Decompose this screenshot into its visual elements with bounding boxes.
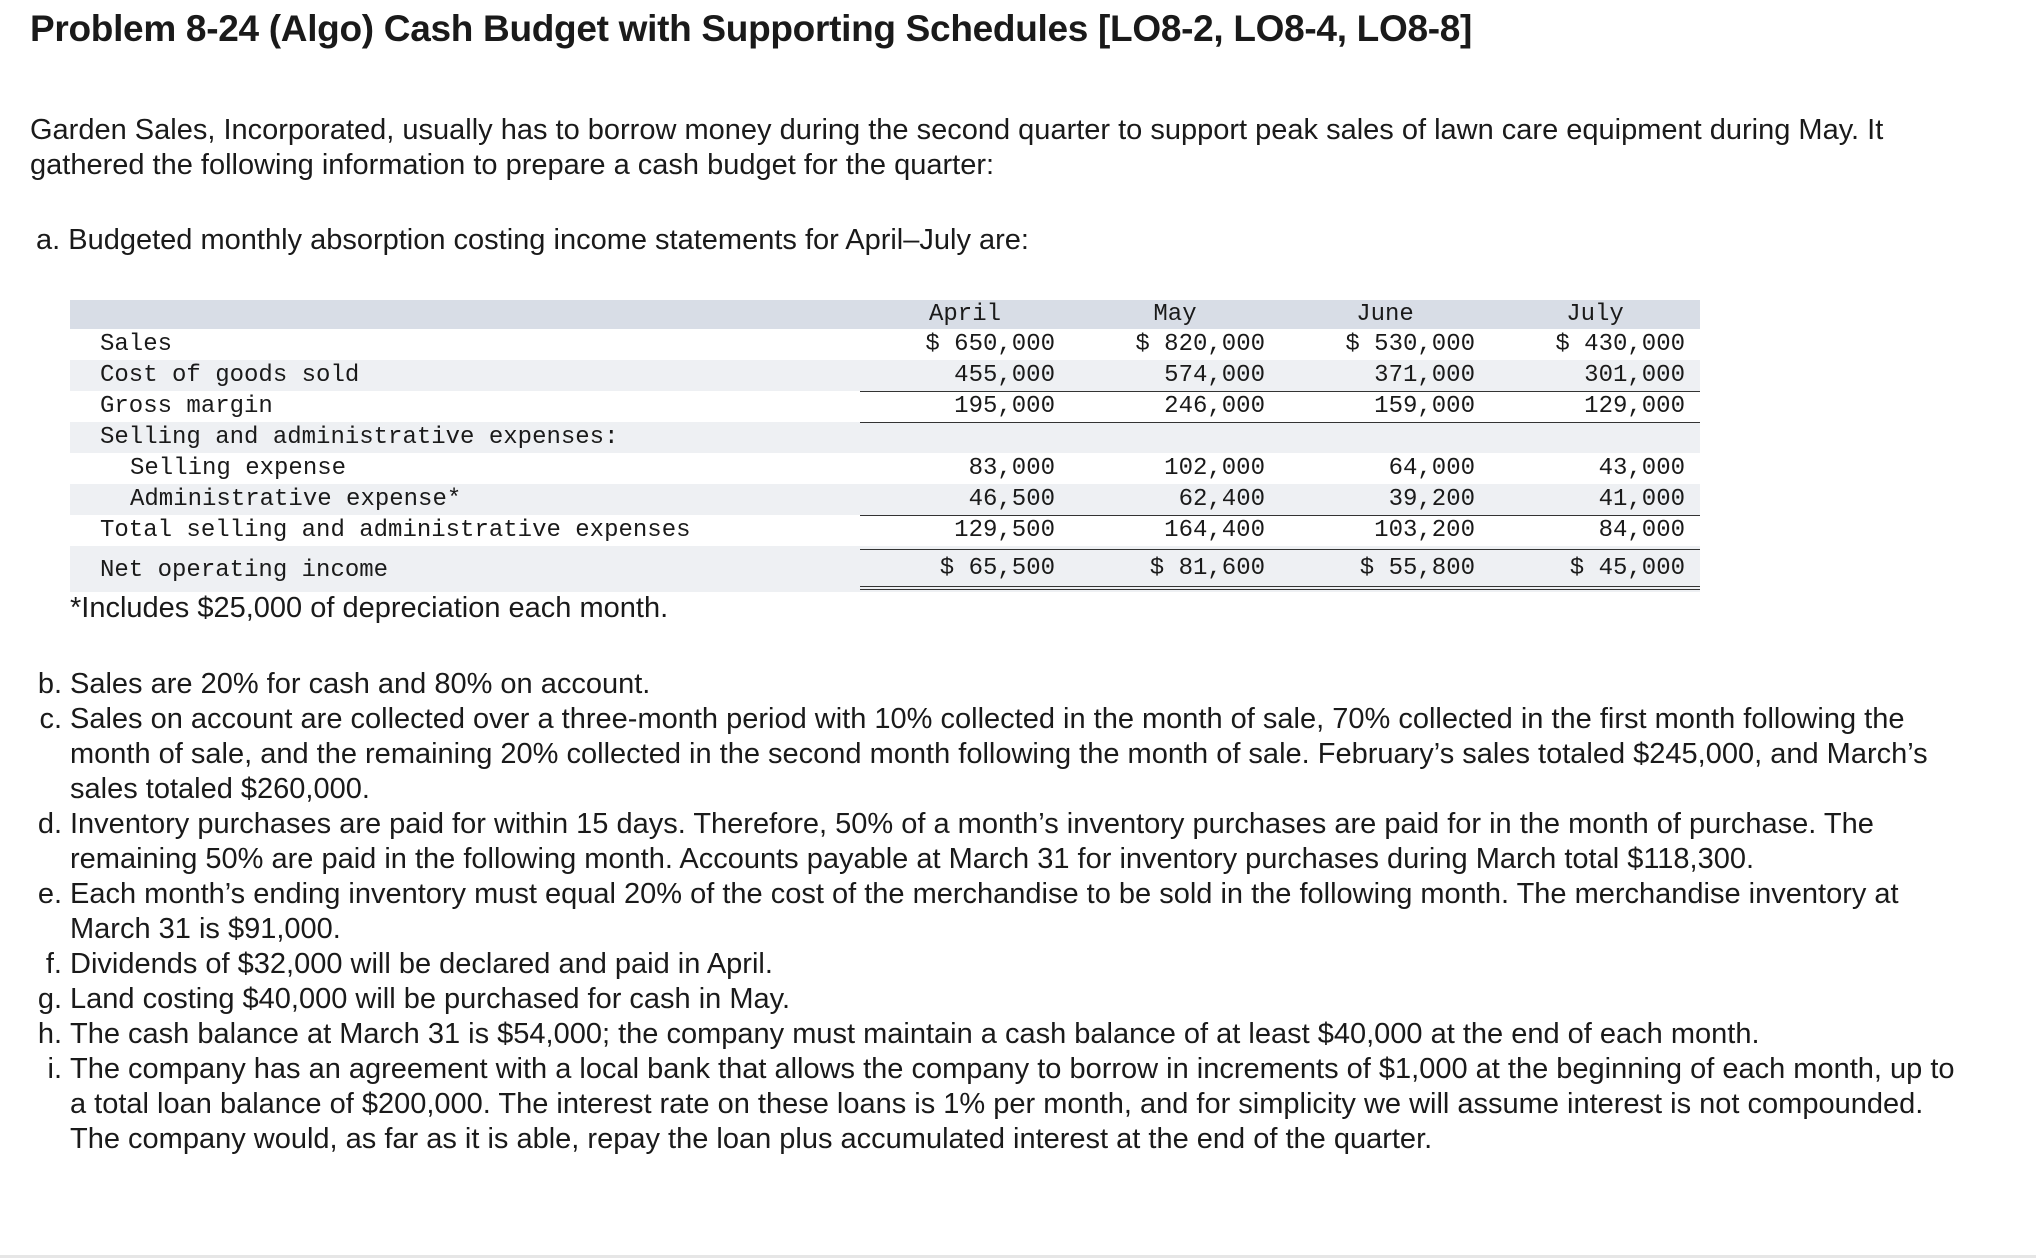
item-text: Sales are 20% for cash and 80% on account. <box>70 668 651 700</box>
underline <box>1490 422 1700 423</box>
cell-noi-july: $ 45,000 <box>1569 555 1685 582</box>
double-underline <box>1070 586 1280 590</box>
item-text: The company has an agreement with a local bank that allows the company to borrow in increments of $1,000 at the beginning of each month, up to a total loan balance of $200,000. The interest rate on these loans is 1% per month, and for simplicity we will assume interest is not compounded. The company would, as far as it is able, repay the loan plus accumulated interest at the end of the quarter. <box>70 1053 1955 1155</box>
list-item-g <box>36 982 1966 1017</box>
cell-selling-may: 102,000 <box>1164 455 1265 482</box>
cell-selling-june: 64,000 <box>1388 455 1475 482</box>
list-item-f <box>36 947 1966 982</box>
item-letter: b. <box>37 668 62 700</box>
cell-cogs-may: 574,000 <box>1164 362 1265 389</box>
cell-admin-may: 62,400 <box>1178 486 1265 513</box>
underline <box>860 549 1070 550</box>
row-label-sa-expenses: Selling and administrative expenses: <box>100 424 619 451</box>
item-letter: h. <box>37 1018 62 1050</box>
cell-selling-april: 83,000 <box>968 455 1055 482</box>
assumptions-list <box>36 667 1966 1157</box>
underline <box>860 422 1070 423</box>
cell-admin-july: 41,000 <box>1598 486 1685 513</box>
cell-total-sa-june: 103,200 <box>1374 517 1475 544</box>
underline <box>1280 422 1490 423</box>
column-header-june: June <box>1356 301 1414 328</box>
cell-sales-june: $ 530,000 <box>1345 331 1475 358</box>
list-item-i <box>36 1052 1966 1157</box>
cell-total-sa-july: 84,000 <box>1598 517 1685 544</box>
double-underline <box>1490 586 1700 590</box>
item-text: Each month’s ending inventory must equal 20% of the cost of the merchandise to be sold in the following month. The merchandise inventory at March 31 is $91,000. <box>70 878 1899 945</box>
item-text: The cash balance at March 31 is $54,000; the company must maintain a cash balance of at least $40,000 at the end of each month. <box>70 1018 1760 1050</box>
item-text: Dividends of $32,000 will be declared and paid in April. <box>70 948 773 980</box>
underline <box>1070 549 1280 550</box>
item-letter: g. <box>37 983 62 1015</box>
underline <box>1070 422 1280 423</box>
cell-sales-july: $ 430,000 <box>1555 331 1685 358</box>
cell-cogs-june: 371,000 <box>1374 362 1475 389</box>
item-letter: i. <box>47 1053 62 1085</box>
item-text: Land costing $40,000 will be purchased for cash in May. <box>70 983 791 1015</box>
cell-gross-margin-april: 195,000 <box>954 393 1055 420</box>
cell-gross-margin-may: 246,000 <box>1164 393 1265 420</box>
depreciation-footnote: *Includes $25,000 of depreciation each month. <box>70 592 669 624</box>
cell-admin-june: 39,200 <box>1388 486 1475 513</box>
item-letter: f. <box>45 948 62 980</box>
cell-cogs-july: 301,000 <box>1584 362 1685 389</box>
cell-noi-june: $ 55,800 <box>1359 555 1475 582</box>
column-header-may: May <box>1153 301 1197 328</box>
row-label-selling-expense: Selling expense <box>130 455 347 482</box>
intro-paragraph: Garden Sales, Incorporated, usually has to borrow money during the second quarter to support peak sales of lawn care equipment during May. It gathered the following information to prepare a cash budget for the quarter: <box>30 114 1884 181</box>
income-statement-table <box>70 300 1700 592</box>
double-underline <box>1280 586 1490 590</box>
item-letter: e. <box>37 878 62 910</box>
list-item-c <box>36 702 1966 807</box>
double-underline <box>860 586 1070 590</box>
row-label-total-sa: Total selling and administrative expenses <box>100 517 691 544</box>
cell-noi-may: $ 81,600 <box>1149 555 1265 582</box>
cell-total-sa-april: 129,500 <box>954 517 1055 544</box>
row-label-net-operating-income: Net operating income <box>100 557 389 584</box>
row-label-cogs: Cost of goods sold <box>100 362 360 389</box>
page-title: Problem 8-24 (Algo) Cash Budget with Supporting Schedules [LO8-2, LO8-4, LO8-8] <box>30 8 1473 49</box>
cell-cogs-april: 455,000 <box>954 362 1055 389</box>
row-label-sales: Sales <box>100 331 173 358</box>
cell-total-sa-may: 164,400 <box>1164 517 1265 544</box>
cell-sales-may: $ 820,000 <box>1135 331 1265 358</box>
item-a-text: a. Budgeted monthly absorption costing income statements for April–July are: <box>36 224 1029 256</box>
underline <box>1490 549 1700 550</box>
cell-gross-margin-june: 159,000 <box>1374 393 1475 420</box>
cell-selling-july: 43,000 <box>1598 455 1685 482</box>
column-header-april: April <box>928 301 1001 328</box>
cell-sales-april: $ 650,000 <box>925 331 1055 358</box>
cell-gross-margin-july: 129,000 <box>1584 393 1685 420</box>
cell-admin-april: 46,500 <box>968 486 1055 513</box>
item-letter: c. <box>39 703 62 735</box>
item-text: Inventory purchases are paid for within 15 days. Therefore, 50% of a month’s inventory purchases are paid for in the month of purchase. The remaining 50% are paid in the following month. Accounts payable at March 31 for inventory purchases during March total $118,300. <box>70 808 1874 875</box>
cell-noi-april: $ 65,500 <box>939 555 1055 582</box>
list-item-d <box>36 807 1966 877</box>
list-item-h <box>36 1017 1966 1052</box>
underline <box>1280 549 1490 550</box>
list-item-b <box>36 667 1966 702</box>
item-text: Sales on account are collected over a three-month period with 10% collected in the month of sale, 70% collected in the first month following the month of sale, and the remaining 20% collected in the second month following the month of sale. February’s sales totaled $245,000, and March’s sales totaled $260,000. <box>70 703 1928 805</box>
row-label-admin-expense: Administrative expense* <box>130 486 462 513</box>
item-letter: d. <box>37 808 62 840</box>
row-label-gross-margin: Gross margin <box>100 393 273 420</box>
column-header-july: July <box>1566 301 1624 328</box>
list-item-e <box>36 877 1966 947</box>
